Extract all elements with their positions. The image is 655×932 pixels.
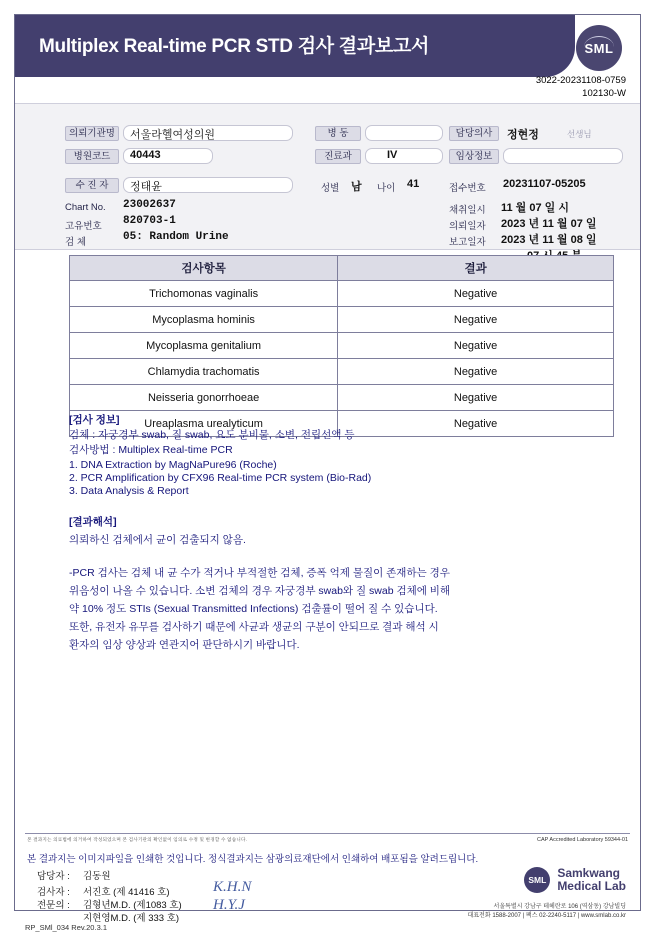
footer-row-label-2: 전문의 :	[37, 900, 70, 911]
cell-result: Negative	[338, 411, 614, 437]
table-row	[70, 281, 614, 307]
cell-test-name: Ureaplasma urealyticum	[70, 411, 338, 437]
barcode-line-1: 3022-20231108-0759	[535, 75, 626, 86]
interpretation-line-6: 환자의 임상 양상과 연관지어 판단하시기 바랍니다.	[69, 639, 300, 651]
field-dept	[365, 148, 443, 164]
table-row	[70, 333, 614, 359]
interpretation-line-3: 위음성이 나올 수 있습니다. 소변 검체의 경우 자궁경부 swab와 질 swab 검체에 비해	[69, 585, 451, 597]
value-dept: IV	[387, 149, 398, 161]
logo-text: SML	[584, 40, 614, 56]
label-age: 나이	[377, 183, 396, 194]
label-accession: 접수번호	[449, 183, 486, 194]
cell-test-name: Trichomonas vaginalis	[70, 281, 338, 307]
test-info-line-5: 3. Data Analysis & Report	[69, 485, 189, 497]
report-sheet	[14, 14, 641, 932]
col-result: 결과	[338, 256, 614, 281]
lab-name	[557, 867, 626, 893]
results-table	[69, 255, 614, 437]
value-request-date: 2023 년 11 월 07 일	[501, 218, 597, 230]
table-row	[70, 359, 614, 385]
value-staff-suffix: 선생님	[567, 129, 592, 139]
cell-result: Negative	[338, 333, 614, 359]
page-title: Multiplex Real-time PCR STD 검사 결과보고서	[39, 36, 430, 57]
footer-row-value-1: 서진호 (제 41416 호)	[83, 887, 170, 898]
cell-result: Negative	[338, 359, 614, 385]
signature-doctor-1: K.H.N	[213, 879, 252, 895]
value-staff: 정현정	[507, 129, 539, 141]
label-report-date: 보고일자	[449, 237, 486, 248]
cell-result: Negative	[338, 307, 614, 333]
interpretation-line-4: 약 10% 정도 STIs (Sexual Transmitted Infections) 검출률이 떨어 질 수 있습니다.	[69, 603, 438, 615]
label-hospital-code: 병원코드	[65, 149, 119, 164]
footer-row-value-3: 지현영M.D. (제 333 호)	[83, 913, 180, 924]
label-sex: 성별	[321, 183, 340, 194]
lab-address-line-2: 대표전화 1588-2007 | 팩스 02-2240-5117 | www.smlab.co.kr	[467, 913, 626, 919]
footer-row-label-1: 검사자 :	[37, 887, 70, 898]
cell-test-name: Neisseria gonorrhoeae	[70, 385, 338, 411]
col-test-name: 검사항목	[70, 256, 338, 281]
signature-doctor-2: H.Y.J	[213, 897, 245, 913]
cell-test-name: Chlamydia trachomatis	[70, 359, 338, 385]
footer-row-label-0: 담당자 :	[37, 871, 70, 882]
interpretation-line-2: -PCR 검사는 검체 내 균 수가 적거나 부적절한 검체, 증폭 억제 물질이 존재하는 경우	[69, 567, 450, 579]
lab-logo-footer	[524, 867, 626, 893]
test-info-line-4: 2. PCR Amplification by CFX96 Real-time PCR system (Bio-Rad)	[69, 472, 372, 484]
barcode-number	[536, 75, 626, 101]
value-hospital-code: 40443	[130, 149, 161, 161]
value-uid: 820703-1	[123, 215, 176, 227]
logo-arc-icon	[584, 36, 614, 47]
interpretation-line-1: 의뢰하신 검체에서 균이 검출되지 않음.	[69, 534, 246, 546]
lab-name-line-1: Samkwang	[557, 866, 621, 880]
label-org: 의뢰기관명	[65, 126, 119, 141]
footer-row-value-0: 김동원	[83, 871, 111, 882]
footer-divider	[25, 833, 630, 834]
footer-note: 본 결과지는 이미지파일을 인쇄한 것입니다. 정식결과지는 삼광의료재단에서 인쇄하여 배포됨을 알려드립니다.	[27, 854, 479, 865]
value-specimen: 05: Random Urine	[123, 231, 229, 243]
interpretation-heading: [결과해석]	[69, 516, 117, 528]
field-clinical	[503, 148, 623, 164]
label-staff: 담당의사	[449, 126, 499, 141]
lab-name-line-2: Medical Lab	[557, 879, 626, 893]
sml-logo	[576, 25, 622, 71]
table-header-row	[70, 256, 614, 281]
cap-accreditation-code: CAP Accredited Laboratory 59344-01	[536, 837, 628, 843]
lab-logo-mark: SML	[524, 867, 550, 893]
label-request-date: 의뢰일자	[449, 221, 486, 232]
value-age: 41	[407, 178, 420, 190]
interpretation-line-5: 또한, 유전자 유무를 검사하기 때문에 사균과 생균의 구분이 안되므로 결과 해석 시	[69, 621, 439, 633]
label-collect-date: 채취일시	[449, 205, 486, 216]
value-accession: 20231107-05205	[503, 178, 586, 190]
label-clinical: 임상정보	[449, 149, 499, 164]
lab-address-line-1: 서울특별시 강남구 테헤란로 106 (역삼동) 강남빌딩	[493, 904, 626, 910]
label-ward: 병 동	[315, 126, 361, 141]
label-specimen: 검 체	[65, 237, 86, 248]
value-sex: 남	[351, 181, 362, 193]
field-ward	[365, 125, 443, 141]
value-chart-no: 23002637	[123, 199, 176, 211]
test-info-line-1: 검체 : 자궁경부 swab, 질 swab, 요도 분비물, 소변, 전립선액 등	[69, 429, 355, 441]
barcode-line-2: 102130-W	[582, 87, 626, 99]
cell-result: Negative	[338, 385, 614, 411]
cell-test-name: Mycoplasma genitalium	[70, 333, 338, 359]
lab-address	[467, 903, 626, 921]
label-dept: 진료과	[315, 149, 361, 164]
value-collect-date: 11 월 07 일 시	[501, 202, 569, 214]
test-info-line-3: 1. DNA Extraction by MagNaPure96 (Roche)	[69, 459, 277, 471]
value-org: 서울라헬여성의원	[130, 129, 216, 141]
document-id: RP_SMl_034 Rev.20.3.1	[25, 923, 107, 932]
value-report-date: 2023 년 11 월 08 일	[501, 234, 597, 246]
cell-test-name: Mycoplasma hominis	[70, 307, 338, 333]
footer-microtext: 본 결과지는 의료법에 의거하여 작성되었으며 본 검사기관의 확인없이 임의로 수정 및 변경할 수 없습니다.	[27, 837, 248, 842]
table-row	[70, 385, 614, 411]
cell-result: Negative	[338, 281, 614, 307]
footer-row-value-2: 김형년M.D. (제1083 호)	[83, 900, 182, 911]
label-patient: 수 진 자	[65, 178, 119, 193]
label-chart-no: Chart No.	[65, 202, 106, 213]
value-patient: 정태윤	[130, 181, 162, 193]
test-info-heading: [검사 정보]	[69, 414, 120, 426]
table-row	[70, 307, 614, 333]
test-info-line-2: 검사방법 : Multiplex Real-time PCR	[69, 444, 233, 456]
label-uid: 고유번호	[65, 221, 102, 232]
patient-info-panel	[15, 103, 640, 250]
